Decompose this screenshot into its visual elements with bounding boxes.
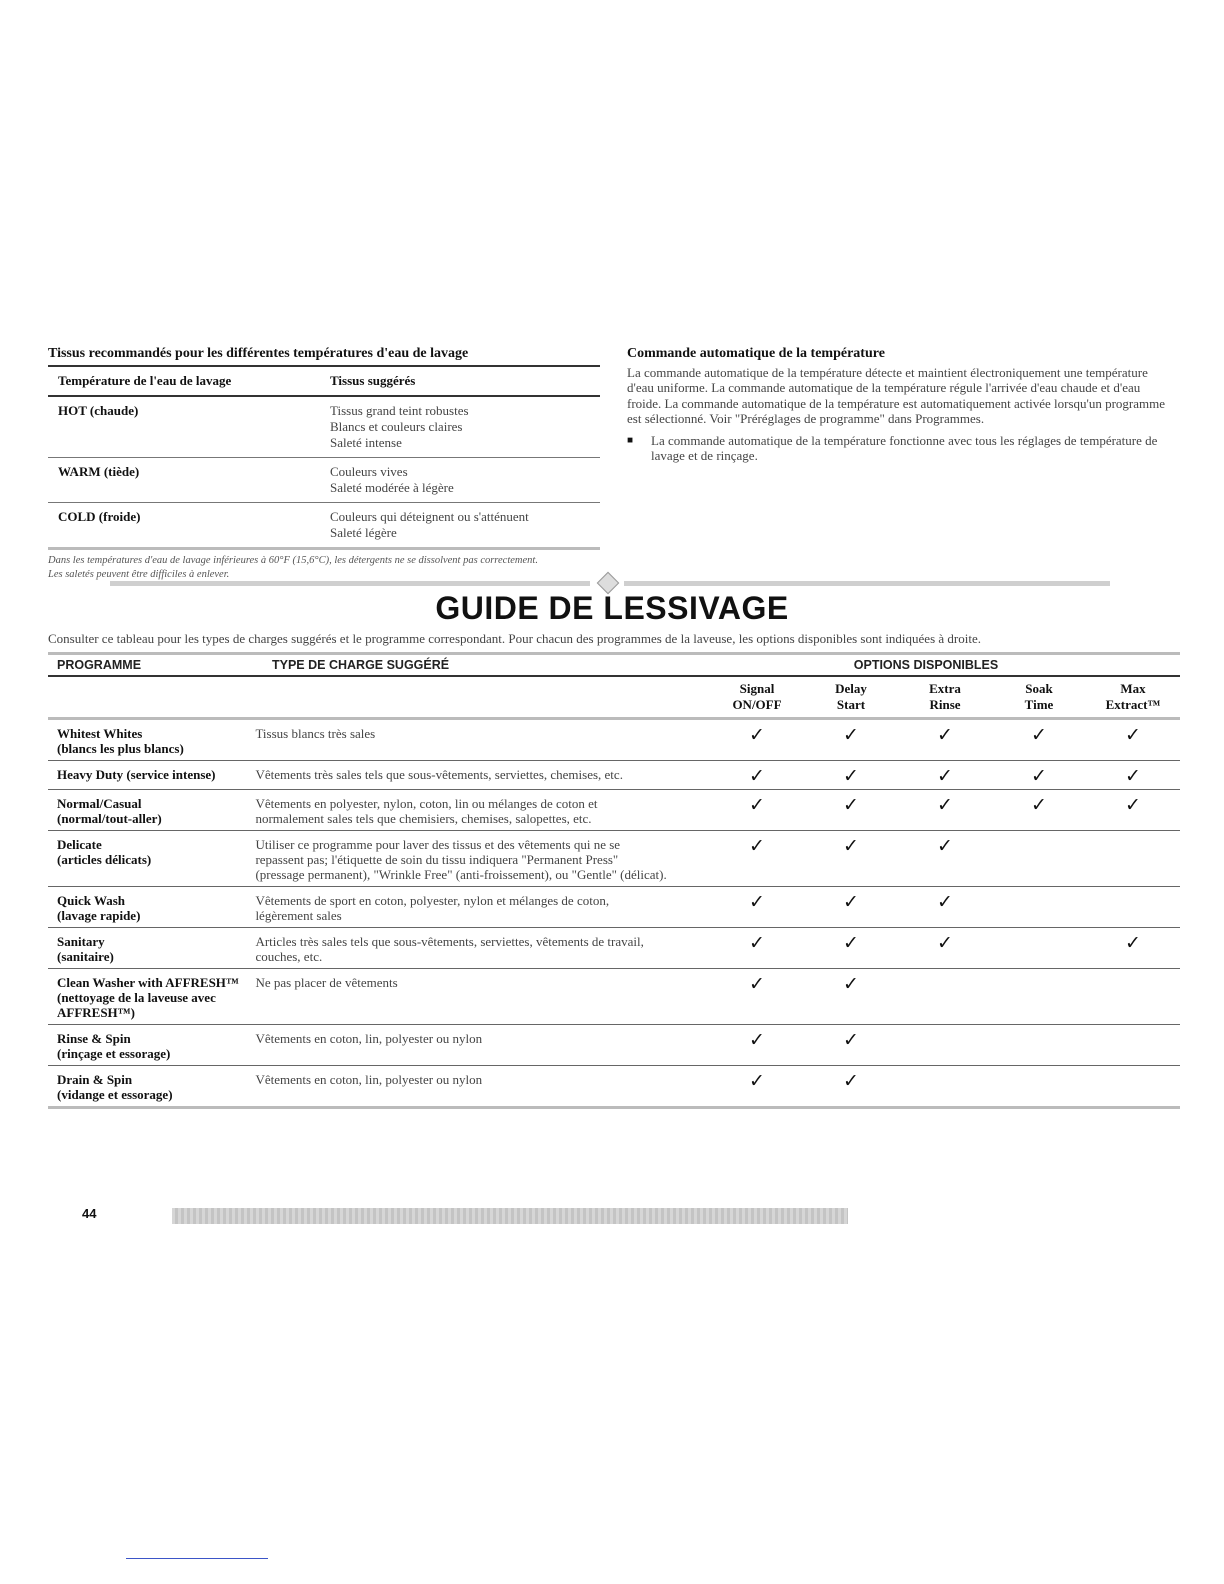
check-icon: ✓: [843, 932, 859, 954]
wash-temperature-title: Tissus recommandés pour les différentes températures d'eau de lavage: [48, 346, 469, 361]
fabric-line: Blancs et couleurs claires: [330, 419, 463, 434]
check-icon: ✓: [843, 765, 859, 787]
option-checks: [710, 837, 1180, 882]
check-icon: ✓: [749, 724, 765, 746]
check-icon: ✓: [749, 765, 765, 787]
empty-cell: [1086, 1031, 1180, 1061]
check-icon: ✓: [937, 932, 953, 954]
auto-temperature-body: La commande automatique de la température détecte et maintient électroniquement une température d'eau uniforme. La commande automatique de la température régule l'arrivée d'eau chaude et d'eau froide. La commande automatique de la température est automatiquement activée lorsqu'un programme est sélectionné. Voir "Préréglages de programme" dans Programmes.: [627, 364, 1166, 426]
temperature-row: [48, 503, 600, 547]
check-icon: ✓: [1031, 724, 1047, 746]
header-options: OPTIONS DISPONIBLES: [853, 658, 999, 672]
header-program: PROGRAMME: [57, 658, 142, 672]
check-icon: ✓: [1125, 724, 1141, 746]
option-checks: [710, 975, 1180, 1020]
wash-temperature-rows: [48, 397, 600, 547]
guide-header-row: [48, 652, 1180, 675]
guide-options-header-row: [48, 675, 1180, 717]
check-icon: ✓: [1125, 932, 1141, 954]
fabric-line: Saleté légère: [330, 525, 397, 540]
check-icon: ✓: [1031, 794, 1047, 816]
check-icon: ✓: [1031, 765, 1047, 787]
load-type: Vêtements en coton, lin, polyester ou nylon: [255, 1031, 483, 1046]
fabric-line: Couleurs qui déteignent ou s'atténuent: [330, 509, 529, 524]
check-icon: ✓: [749, 835, 765, 857]
header-fabrics: Tissus suggérés: [330, 373, 416, 388]
program-name: Rinse & Spin (rinçage et essorage): [57, 1031, 171, 1061]
empty-cell: [992, 837, 1086, 882]
fabric-line: Saleté modérée à légère: [330, 480, 454, 495]
load-type: Articles très sales tels que sous-vêtements, serviettes, vêtements de travail, couches, etc.: [255, 934, 644, 964]
load-type: Vêtements très sales tels que sous-vêtements, serviettes, chemises, etc.: [255, 767, 623, 782]
guide-rows: [48, 720, 1180, 1106]
check-icon: ✓: [749, 1070, 765, 1092]
load-type: Ne pas placer de vêtements: [255, 975, 398, 990]
program-row: [48, 720, 1180, 760]
section-divider: [110, 578, 1110, 588]
header-temperature: Température de l'eau de lavage: [58, 373, 232, 388]
guide-title: GUIDE DE LESSIVAGE: [435, 590, 789, 626]
empty-cell: [992, 1031, 1086, 1061]
fabric-list: [330, 464, 600, 496]
check-icon: ✓: [749, 932, 765, 954]
fabric-list: [330, 403, 600, 451]
page-number: 44: [82, 1206, 97, 1221]
option-header: Extra Rinse: [929, 681, 961, 712]
footer-bar: [172, 1208, 848, 1224]
check-icon: ✓: [937, 835, 953, 857]
empty-cell: [898, 975, 992, 1020]
empty-cell: [992, 1072, 1086, 1102]
load-type: Tissus blancs très sales: [255, 726, 376, 741]
check-icon: ✓: [843, 835, 859, 857]
program-row: [48, 760, 1180, 789]
program-name: Heavy Duty (service intense): [57, 767, 216, 782]
empty-cell: [1086, 893, 1180, 923]
program-name: Clean Washer with AFFRESH™ (nettoyage de la laveuse avec AFFRESH™): [57, 975, 239, 1020]
option-checks: [710, 1072, 1180, 1102]
program-row: [48, 1024, 1180, 1065]
program-name: Normal/Casual (normal/tout-aller): [57, 796, 162, 826]
option-header: Delay Start: [835, 681, 867, 712]
guide-intro: Consulter ce tableau pour les types de charges suggérés et le programme correspondant. Pour chacun des programmes de la laveuse, les options disponibles sont indiquées à droite.: [48, 631, 981, 646]
program-name: Sanitary (sanitaire): [57, 934, 114, 964]
option-checks: [710, 934, 1180, 964]
empty-cell: [992, 975, 1086, 1020]
option-checks: [710, 726, 1180, 756]
program-row: [48, 1065, 1180, 1106]
auto-temperature-section: [627, 346, 1167, 464]
temperature-name: HOT (chaude): [58, 403, 139, 418]
empty-cell: [1086, 975, 1180, 1020]
temperature-name: COLD (froide): [58, 509, 141, 524]
temperature-name: WARM (tiède): [58, 464, 140, 479]
check-icon: ✓: [1125, 794, 1141, 816]
program-row: [48, 830, 1180, 886]
auto-temperature-bullet: [627, 433, 1167, 464]
empty-cell: [992, 893, 1086, 923]
load-type: Vêtements en coton, lin, polyester ou nylon: [255, 1072, 483, 1087]
program-name: Delicate (articles délicats): [57, 837, 152, 867]
fabric-line: Tissus grand teint robustes: [330, 403, 469, 418]
option-header: Soak Time: [1024, 681, 1054, 712]
auto-temperature-title: Commande automatique de la température: [627, 346, 885, 361]
check-icon: ✓: [843, 1070, 859, 1092]
check-icon: ✓: [937, 724, 953, 746]
empty-cell: [992, 934, 1086, 964]
load-type: Vêtements en polyester, nylon, coton, lin ou mélanges de coton et normalement sales tels que chemisiers, chemises, salopettes, etc.: [255, 796, 598, 826]
temperature-row: [48, 458, 600, 502]
empty-cell: [1086, 1072, 1180, 1102]
check-icon: ✓: [937, 765, 953, 787]
check-icon: ✓: [749, 1029, 765, 1051]
program-row: [48, 927, 1180, 968]
header-load-type: TYPE DE CHARGE SUGGÉRÉ: [272, 658, 450, 672]
program-row: [48, 886, 1180, 927]
temperature-row: [48, 397, 600, 457]
option-header: Max Extract™: [1105, 681, 1161, 712]
check-icon: ✓: [749, 794, 765, 816]
check-icon: ✓: [843, 724, 859, 746]
check-icon: ✓: [1125, 765, 1141, 787]
check-icon: ✓: [749, 973, 765, 995]
check-icon: ✓: [843, 973, 859, 995]
wash-temperature-header: [48, 367, 600, 395]
temperature-footnote: Dans les températures d'eau de lavage inférieures à 60°F (15,6°C), les détergents ne se dissolvent pas correctement. Les saletés peuvent être difficiles à enlever.: [48, 555, 538, 580]
laundry-guide-table: [48, 652, 1180, 1109]
program-row: [48, 968, 1180, 1024]
option-checks: [710, 796, 1180, 826]
fabric-line: Saleté intense: [330, 435, 402, 450]
fabric-list: [330, 509, 600, 541]
option-headers: [710, 681, 1180, 713]
empty-cell: [1086, 837, 1180, 882]
program-name: Whitest Whites (blancs les plus blancs): [57, 726, 184, 756]
load-type: Vêtements de sport en coton, polyester, nylon et mélanges de coton, légèrement sales: [255, 893, 610, 923]
check-icon: ✓: [937, 891, 953, 913]
empty-cell: [898, 1031, 992, 1061]
wash-temperature-table: [48, 346, 600, 582]
bullet-text: La commande automatique de la température fonctionne avec tous les réglages de température de lavage et de rinçage.: [651, 432, 1158, 463]
check-icon: ✓: [843, 794, 859, 816]
empty-cell: [898, 1072, 992, 1102]
program-row: [48, 789, 1180, 830]
fabric-line: Couleurs vives: [330, 464, 408, 479]
program-name: Quick Wash (lavage rapide): [57, 893, 141, 923]
square-bullet-icon: ■: [627, 434, 634, 446]
footer-link-underline: [126, 1558, 268, 1559]
check-icon: ✓: [749, 891, 765, 913]
option-header: Signal ON/OFF: [732, 681, 782, 712]
option-checks: [710, 767, 1180, 785]
option-checks: [710, 1031, 1180, 1061]
check-icon: ✓: [843, 1029, 859, 1051]
option-checks: [710, 893, 1180, 923]
load-type: Utiliser ce programme pour laver des tissus et des vêtements qui ne se repassent pas; l'étiquette de soin du tissu indiquera "Permanent Press" (pressage permanent), "Wrinkle Free" (anti-froissement), ou "Gentle" (délicat).: [255, 837, 667, 882]
check-icon: ✓: [937, 794, 953, 816]
program-name: Drain & Spin (vidange et essorage): [57, 1072, 173, 1102]
check-icon: ✓: [843, 891, 859, 913]
